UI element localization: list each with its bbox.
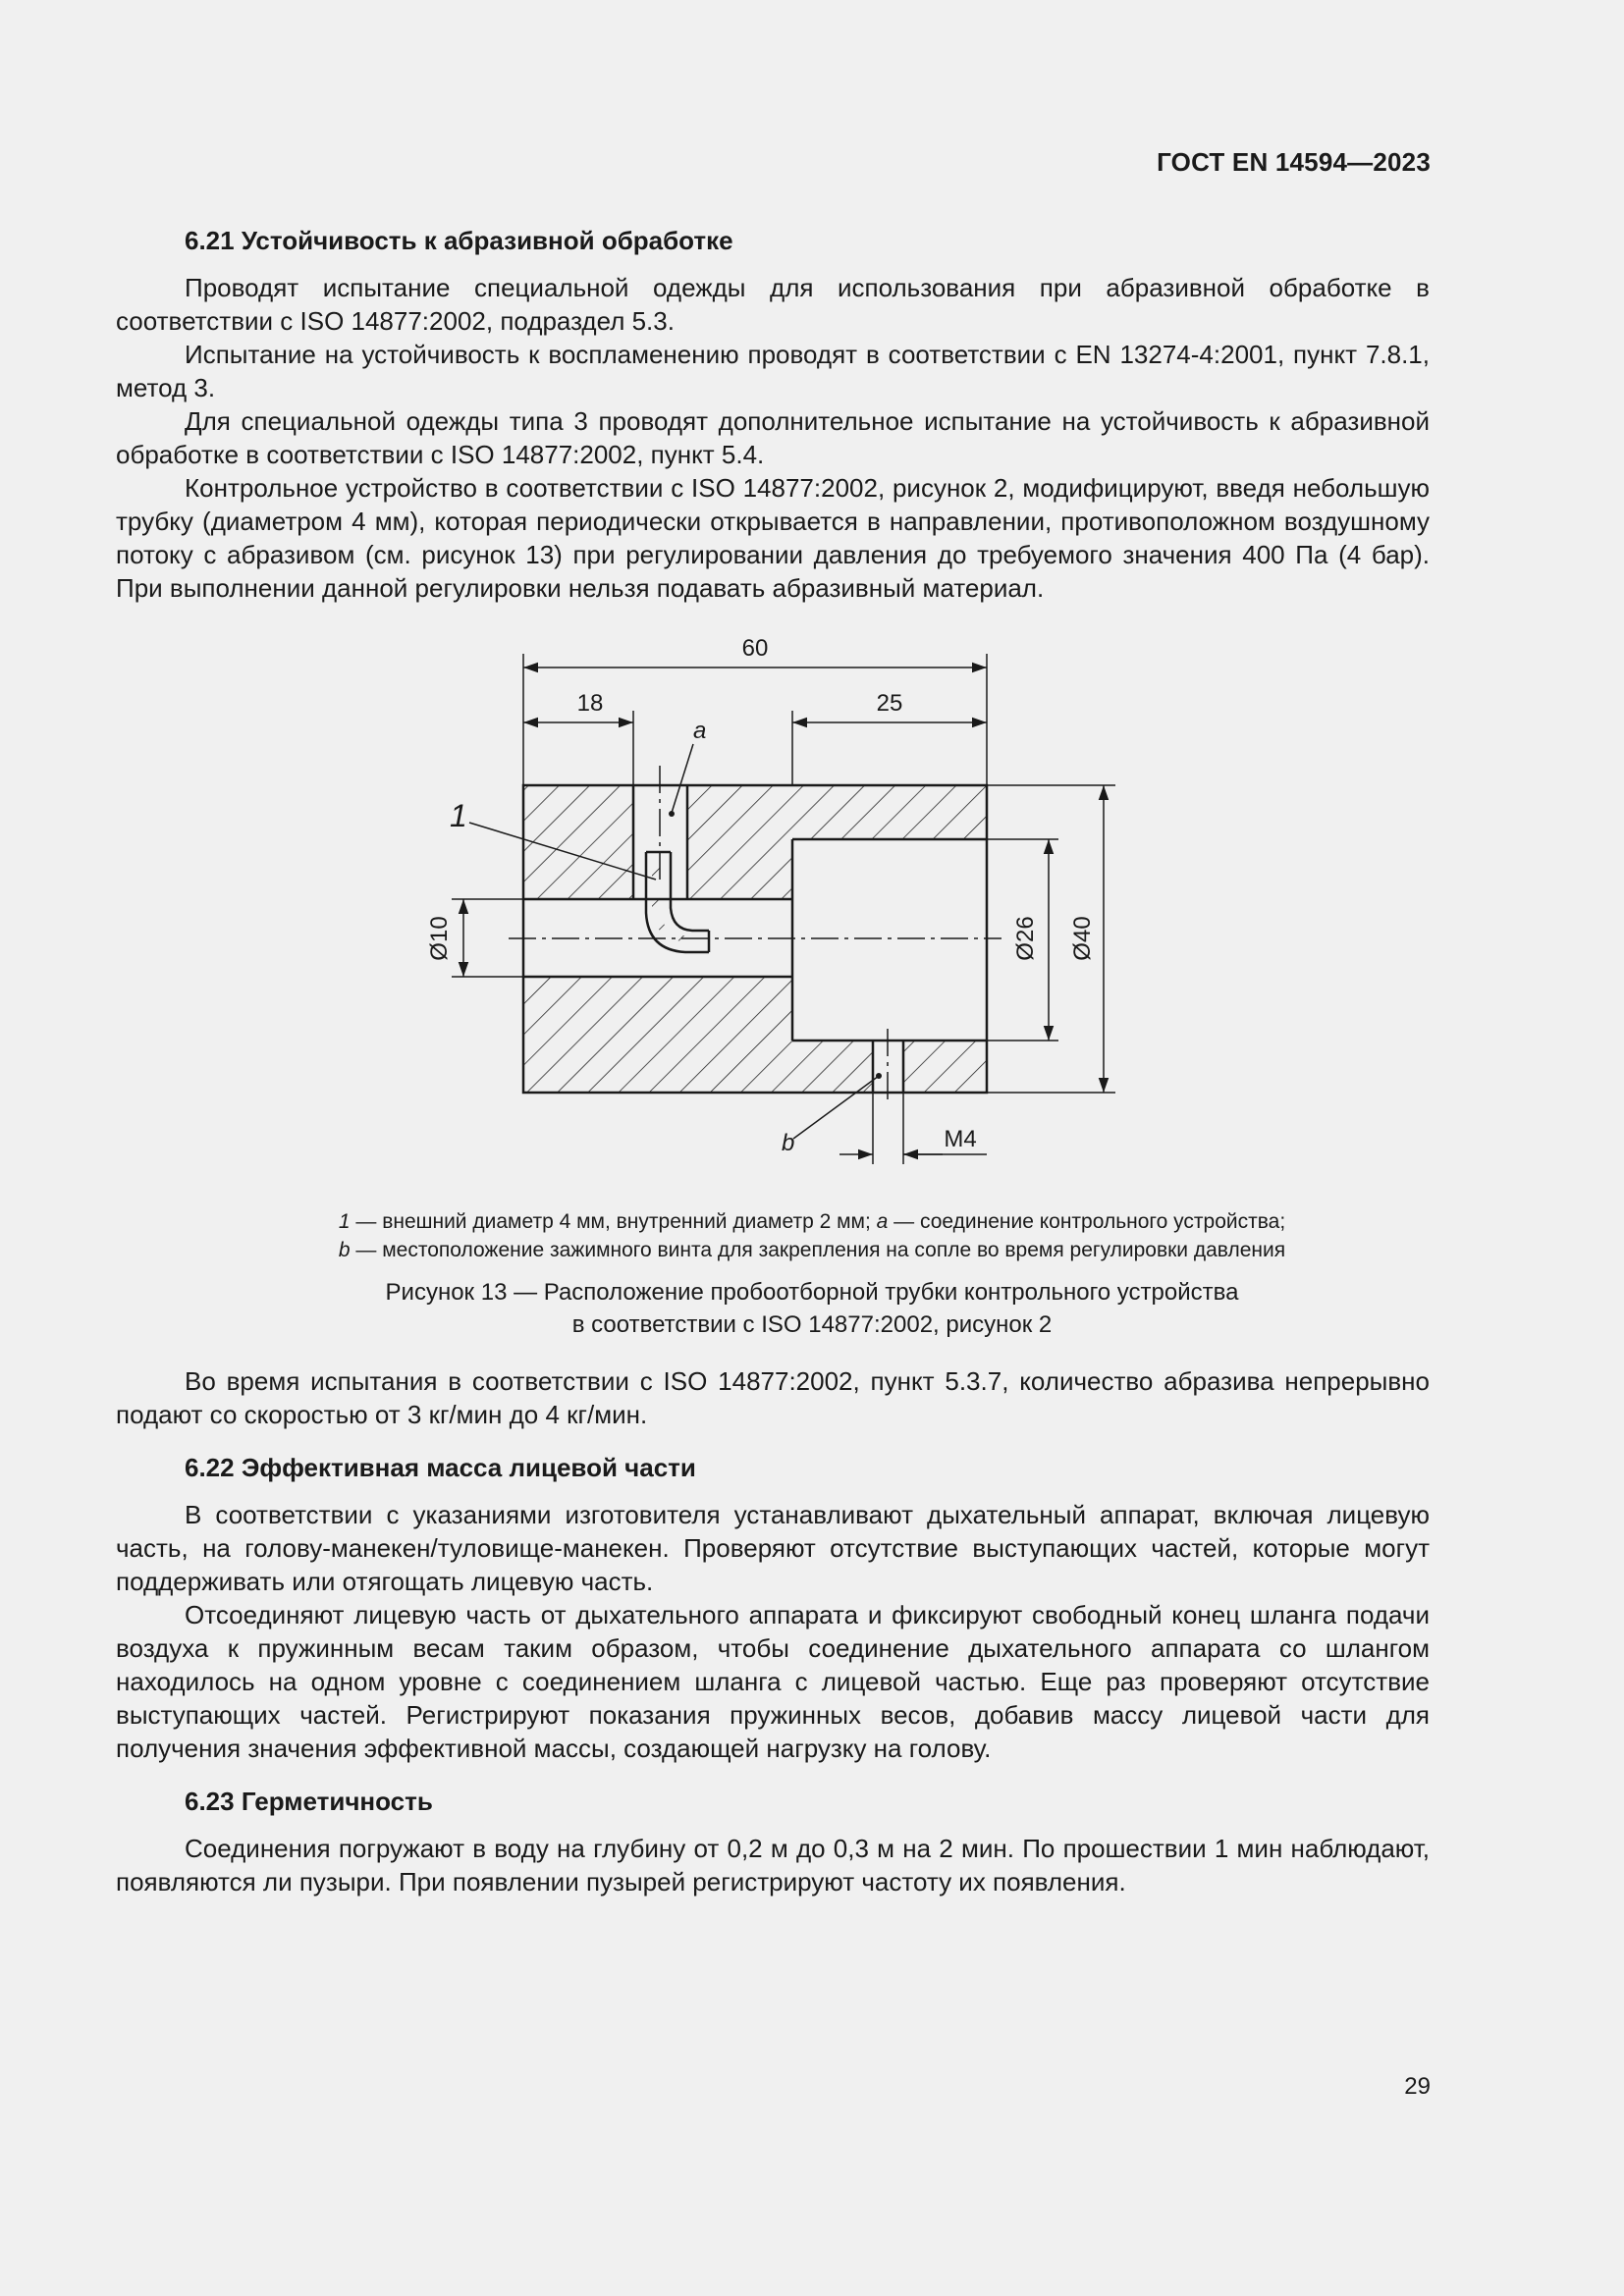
legend-line-1 <box>0 1207 1624 1236</box>
paragraph: Соединения погружают в воду на глубину от 0,2 м до 0,3 м на 2 мин. По прошествии 1 мин наблюдают, появляются ли пузыри. При появлении пузырей регистрируют частоту их появления. <box>116 1834 1430 1896</box>
legend-key-1: 1 <box>338 1210 351 1233</box>
dimension-total <box>523 654 987 785</box>
dim-thread-label: M4 <box>944 1126 977 1152</box>
caption-line-1: Рисунок 13 — Расположение пробоотборной трубки контрольного устройства <box>385 1279 1239 1306</box>
callout-a: a <box>693 718 707 744</box>
paragraph: Отсоединяют лицевую часть от дыхательного аппарата и фиксируют свободный конец шланга подачи воздуха к пружинным весам таким образом, чтобы соединение дыхательного аппарата со шлангом находилось на одном уровне с соединением шланга с лицевой частью. Еще раз проверяют отсутствие выступающих частей. Регистрируют показания пружинных весов, добавив массу лицевой части для получения значения эффективной массы, создающей нагрузку на голову. <box>116 1600 1430 1763</box>
dim-right-label: 25 <box>876 690 903 717</box>
paragraph: Для специальной одежды типа 3 проводят дополнительное испытание на устойчивость к абразивной обработке в соответствии с ISO 14877:2002, пункт 5.4. <box>116 406 1430 469</box>
legend-text-b: — местоположение зажимного винта для закрепления на сопле во время регулировки давления <box>350 1239 1286 1261</box>
caption-line-2: в соответствии с ISO 14877:2002, рисунок 2 <box>571 1311 1053 1338</box>
section-heading-6-21: 6.21 Устойчивость к абразивной обработке <box>185 226 733 255</box>
callout-b: b <box>782 1130 795 1156</box>
dim-total-label: 60 <box>741 635 769 662</box>
legend-text-a: — соединение контрольного устройства; <box>888 1210 1286 1233</box>
paragraph: Контрольное устройство в соответствии с ISO 14877:2002, рисунок 2, модифицируют, введя небольшую трубку (диаметром 4 мм), которая периодически открывается в направлении, противоположном воздушному потоку с абразивом (см. рисунок 13) при регулировании давления до требуемого значения 400 Па (4 бар). При выполнении данной регулировки нельзя подавать абразивный материал. <box>116 473 1430 603</box>
paragraph: Проводят испытание специальной одежды для использования при абразивной обработке в соответствии с ISO 14877:2002, подраздел 5.3. <box>116 273 1430 336</box>
section-heading-6-23: 6.23 Герметичность <box>185 1787 433 1816</box>
legend-text-1: — внешний диаметр 4 мм, внутренний диаметр 2 мм; <box>350 1210 877 1233</box>
dim-outer-label: Ø40 <box>1069 916 1096 961</box>
document-standard-header: ГОСТ EN 14594—2023 <box>1157 147 1431 177</box>
figure-caption <box>0 1276 1624 1341</box>
paragraph: Во время испытания в соответствии с ISO 14877:2002, пункт 5.3.7, количество абразива непрерывно подают со скоростью от 3 кг/мин до 4 кг/мин. <box>116 1366 1430 1429</box>
dim-left-label: 18 <box>576 690 604 717</box>
dim-bore-large-label: Ø26 <box>1012 916 1039 961</box>
page-number: 29 <box>1404 2073 1431 2100</box>
section-heading-6-22: 6.22 Эффективная масса лицевой части <box>185 1453 696 1482</box>
dimension-outer <box>987 785 1115 1093</box>
paragraph: Испытание на устойчивость к воспламенению проводят в соответствии с EN 13274-4:2001, пункт 7.8.1, метод 3. <box>116 340 1430 402</box>
legend-line-2 <box>0 1236 1624 1264</box>
dim-bore-small-label: Ø10 <box>426 916 453 961</box>
legend-key-b: b <box>338 1239 351 1261</box>
sections-after-figure <box>116 1364 1430 1898</box>
callout-1: 1 <box>450 798 467 833</box>
paragraph: В соответствии с указаниями изготовителя устанавливают дыхательный аппарат, включая лицевую часть, на голову-манекен/туловище-манекен. Проверяют отсутствие выступающих частей, которые могут поддерживать или отягощать лицевую часть. <box>116 1500 1430 1596</box>
legend-key-a: a <box>876 1210 889 1233</box>
figure-legend <box>0 1207 1624 1264</box>
